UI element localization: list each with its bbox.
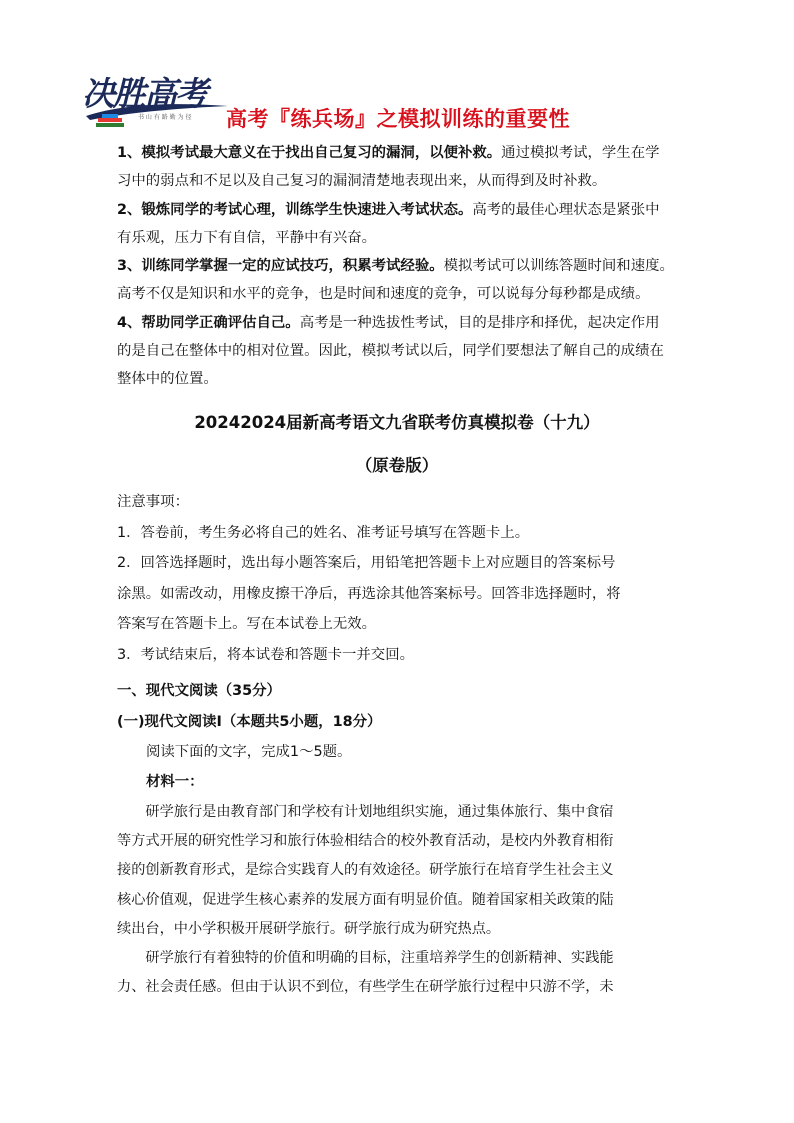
banner-title: 高考『练兵场』之模拟训练的重要性	[226, 107, 570, 131]
intro-text-run: 高考是一种选拔性考试，目的是排序和择优，起决定作用	[299, 314, 660, 331]
passage-line: 研学旅行是由教育部门和学校有计划地组织实施，通过集体旅行、集中食宿	[117, 804, 614, 820]
logo-subtitle: 书 山 有 路 勤 为 径	[138, 114, 192, 121]
instruction-text: 阅读下面的文字，完成1～5题。	[146, 744, 352, 760]
intro-line	[117, 224, 687, 252]
passage	[117, 798, 677, 1002]
intro-line	[117, 139, 687, 167]
books-icon	[94, 112, 128, 130]
passage-line: 等方式开展的研究性学习和旅行体验相结合的校外教育活动，是校内外教育相衔	[117, 833, 614, 850]
intro-text-run: 整体中的位置。	[117, 371, 218, 388]
intro-bold-run: 2、锻炼同学的考试心理，训练学生快速进入考试状态。	[117, 201, 473, 218]
intro-line	[117, 337, 687, 365]
intro-text-run: 习中的弱点和不足以及自己复习的漏洞清楚地表现出来，从而得到及时补救。	[117, 173, 607, 190]
notes-line: 涂黑。如需改动，用橡皮擦干净后，再选涂其他答案标号。回答非选择题时，将	[117, 585, 621, 602]
section-heading: 一、现代文阅读（35分）	[117, 683, 281, 699]
passage-line: 力、社会责任感。但由于认识不到位，有些学生在研学旅行过程中只游不学，未	[117, 979, 614, 996]
exam-title: 20242024届新高考语文九省联考仿真模拟卷（十九）	[194, 413, 600, 432]
intro-text-run: 高考的最佳心理状态是紧张中	[472, 201, 660, 218]
intro-bold-run: 3、训练同学掌握一定的应试技巧，积累考试经验。	[117, 258, 444, 275]
intro-text-run: 模拟考试可以训练答题时间和速度。	[443, 258, 674, 275]
passage-line: 核心价值观，促进学生核心素养的发展方面有明显价值。随着国家相关政策的陆	[117, 891, 614, 908]
notes-line: 1．答卷前，考生务必将自己的姓名、准考证号填写在答题卡上。	[117, 524, 530, 541]
intro-line	[117, 252, 687, 280]
notes-line: 2．回答选择题时，选出每小题答案后，用铅笔把答题卡上对应题目的答案标号	[117, 555, 616, 572]
passage-line: 接的创新教育形式，是综合实践育人的有效途径。研学旅行在培育学生社会主义	[117, 862, 614, 879]
intro-line	[117, 167, 687, 195]
intro-text-run: 有乐观，压力下有自信，平静中有兴奋。	[117, 229, 377, 246]
logo	[82, 68, 232, 134]
intro-bold-run: 1、模拟考试最大意义在于找出自己复习的漏洞，以便补救。	[117, 145, 502, 161]
intro-text-run: 通过模拟考试，学生在学	[501, 145, 660, 161]
passage-line: 研学旅行有着独特的价值和明确的目标，注重培养学生的创新精神、实践能	[117, 950, 614, 967]
intro-text-run: 高考不仅是知识和水平的竞争，也是时间和速度的竞争，可以说每分每秒都是成绩。	[117, 286, 650, 303]
intro-section	[117, 139, 687, 394]
passage-line: 续出台，中小学积极开展研学旅行。研学旅行成为研究热点。	[117, 920, 501, 937]
exam-subtitle: （原卷版）	[355, 456, 439, 475]
intro-line	[117, 309, 687, 337]
notes-line: 3．考试结束后，将本试卷和答题卡一并交回。	[117, 646, 414, 663]
intro-line	[117, 365, 687, 393]
intro-text-run: 的是自己在整体中的相对位置。因此，模拟考试以后，同学们要想法了解自己的成绩在	[117, 343, 664, 360]
material-label: 材料一：	[146, 773, 204, 790]
notes-line: 答案写在答题卡上。写在本试卷上无效。	[117, 616, 377, 633]
intro-line	[117, 280, 687, 308]
intro-bold-run: 4、帮助同学正确评估自己。	[117, 314, 300, 331]
logo-text: 决胜高考	[82, 74, 206, 113]
intro-line	[117, 196, 687, 224]
notes-section	[117, 487, 687, 671]
notes-heading: 注意事项：	[117, 494, 189, 510]
subsection-heading: (一)现代文阅读Ⅰ（本题共5小题，18分）	[117, 714, 382, 730]
